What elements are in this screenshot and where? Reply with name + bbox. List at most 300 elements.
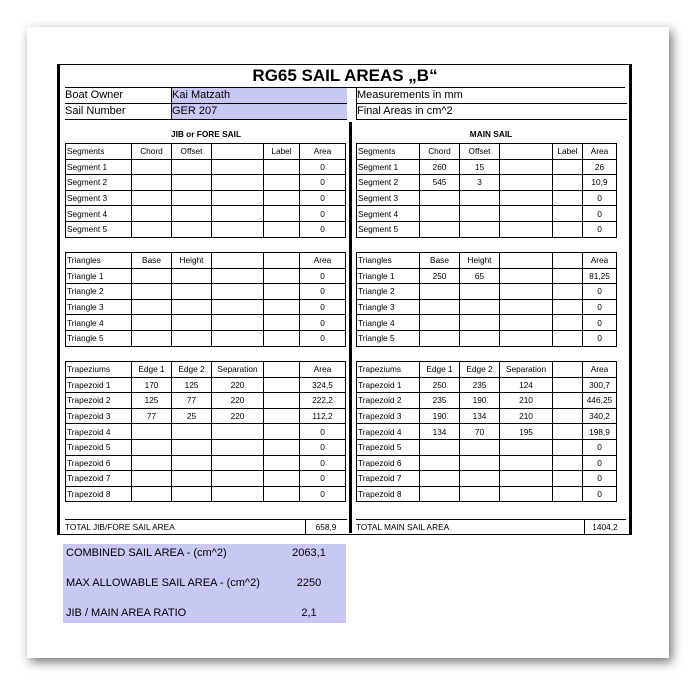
table-cell[interactable] bbox=[264, 299, 300, 315]
table-cell[interactable] bbox=[172, 439, 212, 455]
table-cell[interactable] bbox=[553, 190, 583, 206]
table-cell: 324,5 bbox=[300, 377, 346, 393]
table-cell[interactable]: 210 bbox=[500, 393, 553, 409]
main-total-label: TOTAL MAIN SAIL AREA bbox=[356, 522, 450, 532]
table-cell[interactable] bbox=[132, 455, 172, 471]
row-label: Trapezoid 6 bbox=[66, 455, 132, 471]
table-cell: 26 bbox=[583, 159, 617, 175]
table-cell[interactable]: 3 bbox=[460, 175, 500, 191]
table-cell[interactable] bbox=[264, 268, 300, 284]
jib-trapezoids-table bbox=[65, 361, 346, 502]
table-cell[interactable] bbox=[264, 486, 300, 502]
table-cell[interactable] bbox=[553, 471, 583, 487]
ratio-value: 2,1 bbox=[301, 607, 317, 619]
table-cell[interactable]: 134 bbox=[460, 408, 500, 424]
table-cell[interactable]: 190 bbox=[420, 408, 460, 424]
table-cell[interactable]: 15 bbox=[460, 159, 500, 175]
column-header bbox=[553, 253, 583, 269]
column-header: Edge 1 bbox=[420, 362, 460, 378]
table-cell[interactable] bbox=[420, 206, 460, 222]
main-triangles-table bbox=[356, 252, 617, 347]
table-cell[interactable] bbox=[132, 330, 172, 346]
row-label: Segment 3 bbox=[357, 190, 420, 206]
column-header: Trapeziums bbox=[357, 362, 420, 378]
table-cell[interactable] bbox=[553, 377, 583, 393]
table-cell: 0 bbox=[583, 439, 617, 455]
table-cell[interactable]: 250 bbox=[420, 268, 460, 284]
table-cell[interactable] bbox=[460, 330, 500, 346]
table-cell[interactable] bbox=[460, 471, 500, 487]
column-header bbox=[500, 253, 553, 269]
table-cell[interactable] bbox=[132, 175, 172, 191]
table-cell[interactable]: 134 bbox=[420, 424, 460, 440]
combined-label: COMBINED SAIL AREA - (cm^2) bbox=[66, 547, 227, 559]
jib-segments-table bbox=[65, 143, 346, 238]
table-cell[interactable]: 190 bbox=[460, 393, 500, 409]
table-row bbox=[357, 284, 617, 300]
table-cell[interactable] bbox=[553, 315, 583, 331]
table-cell[interactable] bbox=[553, 206, 583, 222]
table-cell[interactable] bbox=[212, 315, 264, 331]
table-cell[interactable] bbox=[132, 315, 172, 331]
table-cell: 0 bbox=[583, 330, 617, 346]
table-cell[interactable]: 70 bbox=[460, 424, 500, 440]
table-cell[interactable]: 220 bbox=[212, 408, 264, 424]
table-cell[interactable] bbox=[172, 424, 212, 440]
table-row bbox=[357, 486, 617, 502]
table-cell[interactable] bbox=[553, 299, 583, 315]
row-label: Triangle 4 bbox=[357, 315, 420, 331]
table-cell[interactable] bbox=[172, 284, 212, 300]
column-header: Base bbox=[132, 253, 172, 269]
row-label: Triangle 2 bbox=[357, 284, 420, 300]
table-cell[interactable] bbox=[264, 424, 300, 440]
table-cell: 0 bbox=[583, 284, 617, 300]
column-header: Offset bbox=[172, 144, 212, 160]
column-header: Chord bbox=[132, 144, 172, 160]
row-label: Segment 4 bbox=[66, 206, 132, 222]
table-row bbox=[357, 175, 617, 191]
table-cell[interactable] bbox=[264, 408, 300, 424]
table-cell[interactable] bbox=[212, 471, 264, 487]
table-row bbox=[357, 408, 617, 424]
table-cell[interactable] bbox=[500, 315, 553, 331]
column-header bbox=[212, 144, 264, 160]
table-cell[interactable] bbox=[132, 190, 172, 206]
row-label: Trapezoid 3 bbox=[66, 408, 132, 424]
table-cell[interactable]: 25 bbox=[172, 408, 212, 424]
column-header bbox=[553, 362, 583, 378]
row-label: Triangle 1 bbox=[357, 268, 420, 284]
row-label: Trapezoid 2 bbox=[357, 393, 420, 409]
main-total-value: 1404,2 bbox=[584, 520, 625, 534]
table-cell[interactable] bbox=[132, 471, 172, 487]
table-cell[interactable] bbox=[132, 424, 172, 440]
table-cell: 0 bbox=[583, 315, 617, 331]
table-cell[interactable] bbox=[420, 221, 460, 237]
sail-number-field[interactable]: GER 207 bbox=[172, 104, 347, 120]
table-cell: 0 bbox=[300, 455, 346, 471]
table-row bbox=[66, 330, 346, 346]
table-row bbox=[357, 330, 617, 346]
table-cell[interactable] bbox=[500, 284, 553, 300]
table-cell[interactable] bbox=[500, 175, 553, 191]
table-cell[interactable] bbox=[172, 299, 212, 315]
table-cell[interactable] bbox=[264, 330, 300, 346]
row-label: Trapezoid 7 bbox=[66, 471, 132, 487]
table-cell[interactable]: 195 bbox=[500, 424, 553, 440]
table-cell[interactable] bbox=[212, 175, 264, 191]
table-cell: 0 bbox=[583, 221, 617, 237]
table-cell[interactable] bbox=[420, 455, 460, 471]
table-cell[interactable] bbox=[553, 408, 583, 424]
column-header: Trapeziums bbox=[66, 362, 132, 378]
table-cell[interactable] bbox=[212, 284, 264, 300]
table-cell[interactable]: 77 bbox=[132, 408, 172, 424]
row-label: Trapezoid 1 bbox=[357, 377, 420, 393]
table-row bbox=[66, 284, 346, 300]
page-title: RG65 SAIL AREAS „B“ bbox=[65, 65, 625, 88]
table-row bbox=[66, 206, 346, 222]
table-row bbox=[66, 393, 346, 409]
table-row bbox=[357, 221, 617, 237]
row-label: Trapezoid 8 bbox=[357, 486, 420, 502]
table-cell[interactable] bbox=[172, 486, 212, 502]
table-cell[interactable] bbox=[553, 455, 583, 471]
header-row bbox=[66, 144, 346, 160]
column-header bbox=[212, 253, 264, 269]
table-cell[interactable] bbox=[264, 439, 300, 455]
table-cell[interactable] bbox=[264, 221, 300, 237]
table-row bbox=[357, 377, 617, 393]
table-cell[interactable] bbox=[132, 268, 172, 284]
table-cell: 340,2 bbox=[583, 408, 617, 424]
main-heading: MAIN SAIL bbox=[469, 129, 513, 139]
table-cell[interactable] bbox=[500, 206, 553, 222]
table-cell[interactable]: 125 bbox=[172, 377, 212, 393]
column-divider bbox=[349, 122, 352, 533]
table-cell[interactable] bbox=[212, 424, 264, 440]
column-header: Separation bbox=[212, 362, 264, 378]
table-cell[interactable] bbox=[264, 455, 300, 471]
column-header: Triangles bbox=[66, 253, 132, 269]
table-cell[interactable] bbox=[500, 330, 553, 346]
column-header: Segments bbox=[357, 144, 420, 160]
owner-field[interactable]: Kai Matzath bbox=[172, 88, 347, 104]
column-header: Edge 2 bbox=[460, 362, 500, 378]
table-cell[interactable] bbox=[172, 190, 212, 206]
table-cell: 0 bbox=[583, 206, 617, 222]
row-label: Segment 1 bbox=[357, 159, 420, 175]
column-header: Height bbox=[460, 253, 500, 269]
table-row bbox=[357, 206, 617, 222]
header-row bbox=[66, 362, 346, 378]
table-cell[interactable] bbox=[172, 471, 212, 487]
table-cell[interactable] bbox=[264, 315, 300, 331]
table-cell[interactable]: 125 bbox=[132, 393, 172, 409]
table-cell[interactable] bbox=[132, 439, 172, 455]
table-cell[interactable]: 220 bbox=[212, 393, 264, 409]
table-row bbox=[357, 299, 617, 315]
table-cell[interactable] bbox=[500, 159, 553, 175]
table-cell: 300,7 bbox=[583, 377, 617, 393]
table-cell[interactable] bbox=[132, 299, 172, 315]
table-cell[interactable] bbox=[212, 190, 264, 206]
table-cell: 0 bbox=[300, 330, 346, 346]
table-cell[interactable] bbox=[172, 206, 212, 222]
table-cell[interactable] bbox=[420, 299, 460, 315]
table-cell[interactable] bbox=[264, 471, 300, 487]
table-cell: 0 bbox=[300, 175, 346, 191]
row-label: Segment 3 bbox=[66, 190, 132, 206]
row-label: Trapezoid 7 bbox=[357, 471, 420, 487]
row-label: Segment 1 bbox=[66, 159, 132, 175]
table-cell[interactable] bbox=[420, 330, 460, 346]
table-cell[interactable] bbox=[212, 206, 264, 222]
measurements-note: Measurements in mm bbox=[356, 88, 627, 104]
column-header: Chord bbox=[420, 144, 460, 160]
table-row bbox=[66, 377, 346, 393]
table-cell: 0 bbox=[300, 268, 346, 284]
table-cell[interactable] bbox=[420, 486, 460, 502]
column-header: Area bbox=[300, 144, 346, 160]
table-cell[interactable] bbox=[172, 330, 212, 346]
table-cell[interactable] bbox=[500, 439, 553, 455]
max-value: 2250 bbox=[296, 577, 322, 589]
table-cell: 198,9 bbox=[583, 424, 617, 440]
table-cell[interactable]: 235 bbox=[420, 393, 460, 409]
table-cell: 0 bbox=[583, 455, 617, 471]
table-cell[interactable] bbox=[264, 393, 300, 409]
table-row bbox=[66, 471, 346, 487]
table-cell: 0 bbox=[300, 439, 346, 455]
table-cell[interactable] bbox=[172, 159, 212, 175]
table-cell[interactable] bbox=[172, 315, 212, 331]
owner-label: Boat Owner bbox=[65, 88, 172, 104]
table-cell: 0 bbox=[300, 471, 346, 487]
table-cell: 0 bbox=[300, 190, 346, 206]
ratio-label: JIB / MAIN AREA RATIO bbox=[66, 607, 187, 619]
table-cell[interactable] bbox=[500, 299, 553, 315]
table-cell[interactable] bbox=[212, 455, 264, 471]
table-cell[interactable] bbox=[420, 284, 460, 300]
table-row bbox=[66, 439, 346, 455]
row-label: Trapezoid 5 bbox=[66, 439, 132, 455]
table-cell[interactable] bbox=[460, 221, 500, 237]
table-cell[interactable] bbox=[264, 377, 300, 393]
table-cell[interactable] bbox=[172, 175, 212, 191]
table-cell[interactable] bbox=[460, 439, 500, 455]
main-total-row bbox=[356, 519, 626, 534]
table-cell[interactable] bbox=[172, 221, 212, 237]
column-header: Area bbox=[300, 362, 346, 378]
table-cell[interactable] bbox=[460, 299, 500, 315]
table-cell[interactable] bbox=[264, 190, 300, 206]
row-label: Segment 5 bbox=[66, 221, 132, 237]
table-cell[interactable] bbox=[460, 455, 500, 471]
table-cell[interactable] bbox=[420, 315, 460, 331]
table-cell[interactable] bbox=[553, 486, 583, 502]
row-label: Triangle 1 bbox=[66, 268, 132, 284]
column-header: Area bbox=[583, 362, 617, 378]
table-cell: 0 bbox=[300, 206, 346, 222]
table-cell[interactable]: 235 bbox=[460, 377, 500, 393]
table-cell[interactable] bbox=[132, 159, 172, 175]
table-cell[interactable]: 250 bbox=[420, 377, 460, 393]
table-cell: 0 bbox=[583, 471, 617, 487]
table-cell[interactable]: 220 bbox=[212, 377, 264, 393]
table-cell: 0 bbox=[300, 284, 346, 300]
column-header: Label bbox=[553, 144, 583, 160]
table-cell[interactable] bbox=[553, 424, 583, 440]
row-label: Trapezoid 6 bbox=[357, 455, 420, 471]
column-header: Edge 1 bbox=[132, 362, 172, 378]
table-cell[interactable] bbox=[553, 393, 583, 409]
table-cell[interactable] bbox=[500, 486, 553, 502]
table-row bbox=[357, 439, 617, 455]
table-cell[interactable] bbox=[172, 455, 212, 471]
table-cell[interactable] bbox=[264, 284, 300, 300]
column-header bbox=[500, 144, 553, 160]
table-cell[interactable] bbox=[420, 190, 460, 206]
header-row bbox=[357, 362, 617, 378]
table-cell[interactable] bbox=[553, 175, 583, 191]
table-row bbox=[357, 455, 617, 471]
column-header: Separation bbox=[500, 362, 553, 378]
table-row bbox=[66, 299, 346, 315]
table-cell[interactable]: 77 bbox=[172, 393, 212, 409]
table-cell: 446,25 bbox=[583, 393, 617, 409]
row-label: Trapezoid 8 bbox=[66, 486, 132, 502]
table-row bbox=[357, 424, 617, 440]
header-row bbox=[357, 144, 617, 160]
table-row bbox=[66, 221, 346, 237]
table-cell[interactable] bbox=[460, 284, 500, 300]
column-header: Label bbox=[264, 144, 300, 160]
row-label: Trapezoid 1 bbox=[66, 377, 132, 393]
table-cell[interactable] bbox=[500, 190, 553, 206]
jib-total-value: 658,9 bbox=[305, 520, 346, 534]
table-cell[interactable]: 124 bbox=[500, 377, 553, 393]
table-cell[interactable] bbox=[500, 221, 553, 237]
table-cell[interactable] bbox=[212, 221, 264, 237]
table-cell[interactable]: 210 bbox=[500, 408, 553, 424]
row-label: Segment 2 bbox=[357, 175, 420, 191]
header-row bbox=[66, 253, 346, 269]
row-label: Segment 5 bbox=[357, 221, 420, 237]
row-label: Trapezoid 5 bbox=[357, 439, 420, 455]
jib-total-label: TOTAL JIB/FORE SAIL AREA bbox=[65, 522, 175, 532]
table-cell: 0 bbox=[300, 424, 346, 440]
table-cell[interactable]: 65 bbox=[460, 268, 500, 284]
column-header: Area bbox=[583, 144, 617, 160]
table-row bbox=[66, 175, 346, 191]
table-cell[interactable] bbox=[553, 221, 583, 237]
table-cell[interactable] bbox=[500, 471, 553, 487]
table-cell: 0 bbox=[583, 299, 617, 315]
table-cell: 0 bbox=[300, 299, 346, 315]
table-cell[interactable] bbox=[553, 330, 583, 346]
row-label: Trapezoid 4 bbox=[357, 424, 420, 440]
table-cell[interactable] bbox=[212, 268, 264, 284]
table-cell[interactable] bbox=[460, 315, 500, 331]
row-label: Triangle 4 bbox=[66, 315, 132, 331]
table-cell[interactable] bbox=[553, 159, 583, 175]
table-cell[interactable]: 545 bbox=[420, 175, 460, 191]
table-cell[interactable] bbox=[212, 486, 264, 502]
table-cell[interactable] bbox=[553, 268, 583, 284]
table-cell[interactable] bbox=[212, 159, 264, 175]
table-row bbox=[66, 268, 346, 284]
table-cell[interactable]: 260 bbox=[420, 159, 460, 175]
column-header: Base bbox=[420, 253, 460, 269]
row-label: Segment 2 bbox=[66, 175, 132, 191]
jib-triangles-table bbox=[65, 252, 346, 347]
table-cell: 10,9 bbox=[583, 175, 617, 191]
column-header bbox=[264, 253, 300, 269]
table-row bbox=[357, 190, 617, 206]
row-label: Triangle 5 bbox=[66, 330, 132, 346]
table-cell[interactable] bbox=[264, 159, 300, 175]
table-cell[interactable] bbox=[212, 439, 264, 455]
table-cell[interactable] bbox=[553, 284, 583, 300]
table-cell[interactable]: 170 bbox=[132, 377, 172, 393]
table-cell[interactable] bbox=[132, 221, 172, 237]
table-row bbox=[66, 315, 346, 331]
combined-value: 2063,1 bbox=[292, 547, 326, 559]
column-header: Area bbox=[300, 253, 346, 269]
column-header: Segments bbox=[66, 144, 132, 160]
max-label: MAX ALLOWABLE SAIL AREA - (cm^2) bbox=[66, 577, 260, 589]
table-cell[interactable] bbox=[420, 471, 460, 487]
table-cell[interactable] bbox=[132, 486, 172, 502]
main-segments-table bbox=[356, 143, 617, 238]
table-cell[interactable] bbox=[460, 206, 500, 222]
table-cell[interactable] bbox=[132, 206, 172, 222]
table-cell[interactable] bbox=[420, 439, 460, 455]
table-row bbox=[357, 471, 617, 487]
areas-note: Final Areas in cm^2 bbox=[356, 104, 627, 120]
table-cell: 0 bbox=[583, 190, 617, 206]
table-row bbox=[66, 408, 346, 424]
table-cell[interactable] bbox=[264, 175, 300, 191]
table-cell[interactable] bbox=[212, 299, 264, 315]
table-cell[interactable] bbox=[212, 330, 264, 346]
table-cell[interactable] bbox=[553, 439, 583, 455]
table-cell[interactable] bbox=[264, 206, 300, 222]
table-cell[interactable] bbox=[500, 268, 553, 284]
header-row bbox=[357, 253, 617, 269]
table-cell[interactable] bbox=[460, 190, 500, 206]
table-cell[interactable] bbox=[460, 486, 500, 502]
table-row bbox=[66, 486, 346, 502]
table-row bbox=[357, 315, 617, 331]
table-cell: 222,2 bbox=[300, 393, 346, 409]
table-row bbox=[357, 393, 617, 409]
row-label: Triangle 2 bbox=[66, 284, 132, 300]
column-header: Triangles bbox=[357, 253, 420, 269]
table-cell[interactable] bbox=[132, 284, 172, 300]
row-label: Trapezoid 4 bbox=[66, 424, 132, 440]
table-row bbox=[66, 424, 346, 440]
row-label: Segment 4 bbox=[357, 206, 420, 222]
table-row bbox=[357, 268, 617, 284]
table-cell[interactable] bbox=[172, 268, 212, 284]
table-cell[interactable] bbox=[500, 455, 553, 471]
column-header: Edge 2 bbox=[172, 362, 212, 378]
column-header: Area bbox=[583, 253, 617, 269]
table-cell: 0 bbox=[583, 486, 617, 502]
